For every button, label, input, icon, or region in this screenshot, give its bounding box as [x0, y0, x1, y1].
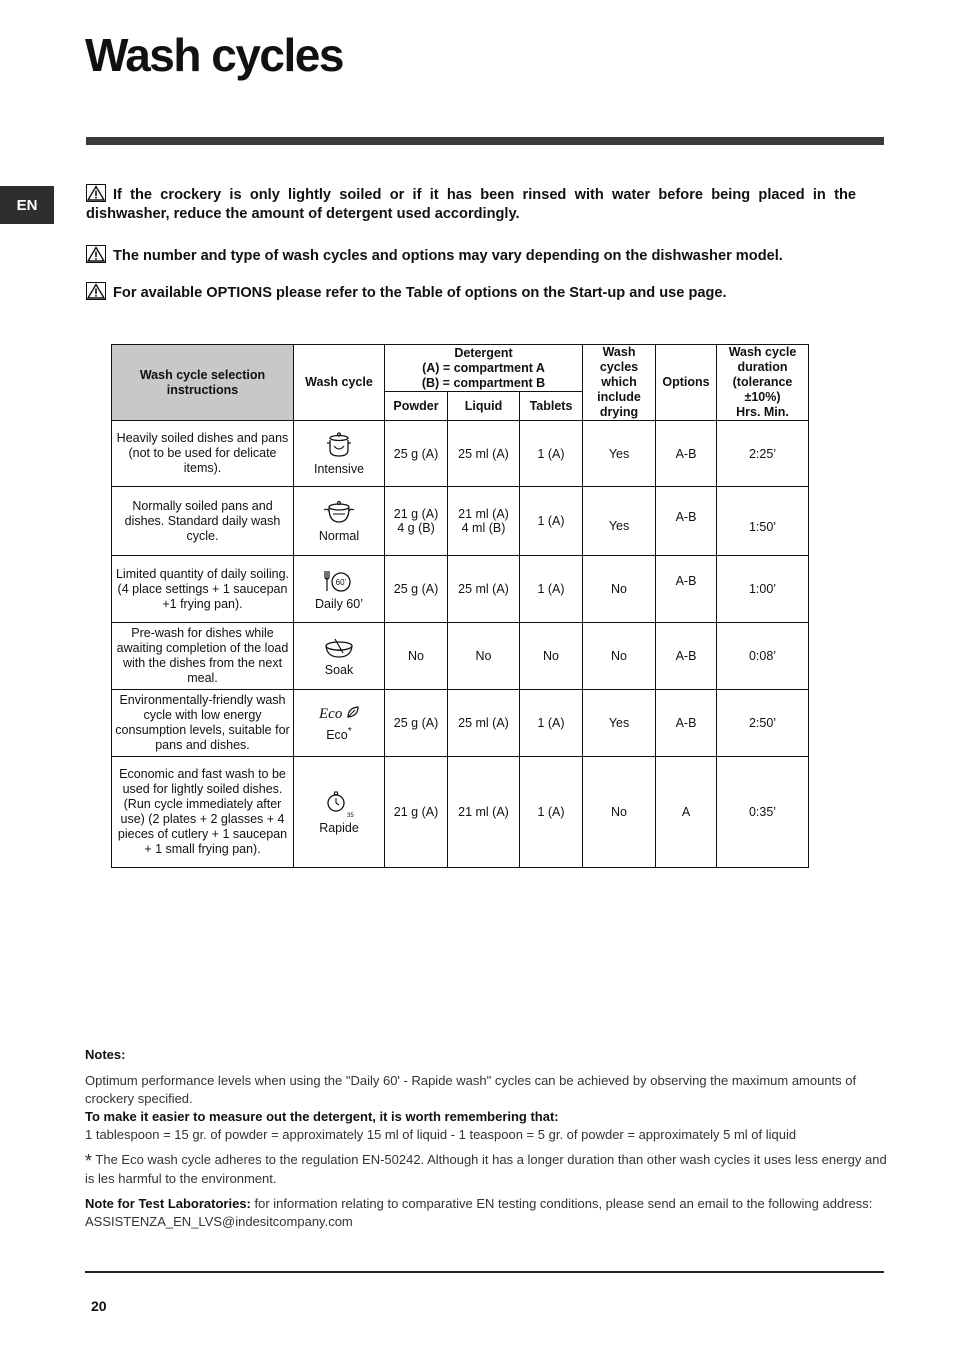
page-title: Wash cycles: [85, 29, 343, 81]
title-rule: [86, 137, 884, 145]
header-powder: Powder: [385, 392, 448, 421]
tablets-cell: 1 (A): [520, 690, 583, 757]
drying-cell: No: [583, 757, 656, 868]
options-cell: A-B: [656, 421, 717, 487]
drying-cell: No: [583, 556, 656, 623]
tablets-cell: 1 (A): [520, 421, 583, 487]
instructions-cell: Limited quantity of daily soiling. (4 place settings + 1 saucepan +1 frying pan).: [112, 556, 294, 623]
soak-bowl-icon: [322, 636, 356, 660]
language-tab: EN: [0, 186, 54, 224]
notes-test-labs: Note for Test Laboratories: for information relating to comparative EN testing conditions, please send an email to the following address: ASSISTENZA_EN_LVS@indesitcompany.com: [85, 1196, 873, 1229]
wash-cycle-name: Eco: [326, 728, 348, 743]
powder-cell: 25 g (A): [385, 690, 448, 757]
warning-triangle-icon: [86, 282, 106, 300]
eco-icon-label: Eco: [319, 706, 343, 723]
drying-cell: Yes: [583, 690, 656, 757]
eco-footnote-mark: *: [347, 726, 352, 738]
intensive-pot-icon: [324, 431, 354, 459]
options-cell: A: [656, 757, 717, 868]
notes-measure-heading: To make it easier to measure out the detergent, it is worth remembering that:: [85, 1109, 559, 1124]
warning-text: The number and type of wash cycles and options may vary depending on the dishwasher model.: [113, 248, 783, 264]
table-row: [112, 421, 809, 487]
normal-pot-icon: [322, 500, 356, 526]
tablets-cell: No: [520, 623, 583, 690]
page-number: 20: [91, 1298, 107, 1314]
header-tablets: Tablets: [520, 392, 583, 421]
wash-cycle-cell: [294, 623, 385, 690]
warning-text: If the crockery is only lightly soiled or if it has been rinsed with water before being placed in the dishwasher, reduce the amount of detergent used accordingly.: [86, 187, 856, 222]
notes-measure-text: 1 tablespoon = 15 gr. of powder = approximately 15 ml of liquid - 1 teaspoon = 5 gr. of powder = approximately 5 ml of liquid: [85, 1127, 797, 1142]
instructions-cell: Heavily soiled dishes and pans (not to be used for delicate items).: [112, 421, 294, 487]
drying-cell: Yes: [583, 421, 656, 487]
instructions-cell: Environmentally-friendly wash cycle with low energy consumption levels, suitable for pans and dishes.: [112, 690, 294, 757]
liquid-cell: 21 ml (A): [448, 757, 520, 868]
options-cell: A-B: [656, 623, 717, 690]
footer-rule: [85, 1271, 884, 1273]
wash-cycle-cell: [294, 556, 385, 623]
tablets-cell: 1 (A): [520, 556, 583, 623]
wash-cycle-name: Rapide: [319, 820, 359, 835]
header-options: Options: [656, 345, 717, 421]
daily-60-icon: [322, 568, 356, 594]
options-cell: A-B: [656, 556, 717, 623]
wash-cycle-name: Soak: [324, 662, 354, 677]
duration-cell: 2:25’: [717, 421, 809, 487]
liquid-cell: 25 ml (A): [448, 556, 520, 623]
daily-60-icon-label: 60’: [335, 577, 347, 587]
instructions-cell: Normally soiled pans and dishes. Standard daily wash cycle.: [112, 487, 294, 556]
notes-eco: * The Eco wash cycle adheres to the regulation EN-50242. Although it has a longer duration than other wash cycles it uses less energy and is les harmful to the environment.: [85, 1151, 887, 1186]
eco-leaf-icon: [317, 703, 361, 723]
header-liquid: Liquid: [448, 392, 520, 421]
powder-cell: No: [385, 623, 448, 690]
powder-cell: 21 g (A) 4 g (B): [385, 487, 448, 556]
wash-cycle-cell: [294, 421, 385, 487]
options-cell: A-B: [656, 690, 717, 757]
wash-cycle-name: Normal: [318, 528, 360, 543]
tablets-cell: 1 (A): [520, 487, 583, 556]
table-row: [112, 623, 809, 690]
duration-cell: 1:00’: [717, 556, 809, 623]
instructions-cell: Pre-wash for dishes while awaiting completion of the load with the dishes from the next meal.: [112, 623, 294, 690]
drying-cell: Yes: [583, 487, 656, 556]
notes-section: [85, 1046, 899, 1231]
drying-cell: No: [583, 623, 656, 690]
duration-cell: 0:35’: [717, 757, 809, 868]
liquid-cell: 21 ml (A) 4 ml (B): [448, 487, 520, 556]
notes-heading: Notes:: [85, 1047, 126, 1062]
liquid-cell: No: [448, 623, 520, 690]
header-duration: Wash cycle duration (tolerance ±10%) Hrs. Min.: [717, 345, 809, 421]
table-row: [112, 757, 809, 868]
duration-cell: 0:08’: [717, 623, 809, 690]
warning-model-variation: [86, 245, 856, 266]
wash-cycles-table: [111, 344, 809, 868]
header-wash-cycle: Wash cycle: [294, 345, 385, 421]
table-row: [112, 487, 809, 556]
rapide-stopwatch-icon: [324, 790, 354, 818]
warning-triangle-icon: [86, 184, 106, 202]
table-row: [112, 690, 809, 757]
powder-cell: 25 g (A): [385, 421, 448, 487]
liquid-cell: 25 ml (A): [448, 421, 520, 487]
instructions-cell: Economic and fast wash to be used for lightly soiled dishes. (Run cycle immediately after use) (2 plates + 2 glasses + 4 pieces of cutlery + 1 saucepan + 1 small frying pan).: [112, 757, 294, 868]
header-detergent: Detergent (A) = compartment A (B) = compartment B: [385, 345, 583, 392]
duration-cell: 1:50’: [717, 487, 809, 556]
tablets-cell: 1 (A): [520, 757, 583, 868]
notes-daily-rapide: Optimum performance levels when using the "Daily 60' - Rapide wash" cycles can be achieved by observing the maximum amounts of crockery specified.: [85, 1073, 857, 1106]
wash-cycle-name: Intensive: [313, 462, 365, 476]
header-instructions: Wash cycle selection instructions: [112, 345, 294, 421]
warning-text: For available OPTIONS please refer to the Table of options on the Start-up and use page.: [113, 285, 727, 301]
wash-cycle-cell: [294, 757, 385, 868]
powder-cell: 21 g (A): [385, 757, 448, 868]
wash-cycle-name: Daily 60’: [315, 596, 363, 611]
wash-cycle-cell: [294, 487, 385, 556]
rapide-icon-label: 35: [347, 812, 354, 818]
header-drying: Wash cycles which include drying: [583, 345, 656, 421]
warning-lightly-soiled: [86, 184, 856, 224]
table-row: [112, 556, 809, 623]
wash-cycle-cell: [294, 690, 385, 757]
eco-footnote-star: *: [85, 1151, 93, 1171]
liquid-cell: 25 ml (A): [448, 690, 520, 757]
warning-triangle-icon: [86, 245, 106, 263]
warning-options: [86, 282, 856, 303]
options-cell: A-B: [656, 487, 717, 556]
duration-cell: 2:50’: [717, 690, 809, 757]
powder-cell: 25 g (A): [385, 556, 448, 623]
